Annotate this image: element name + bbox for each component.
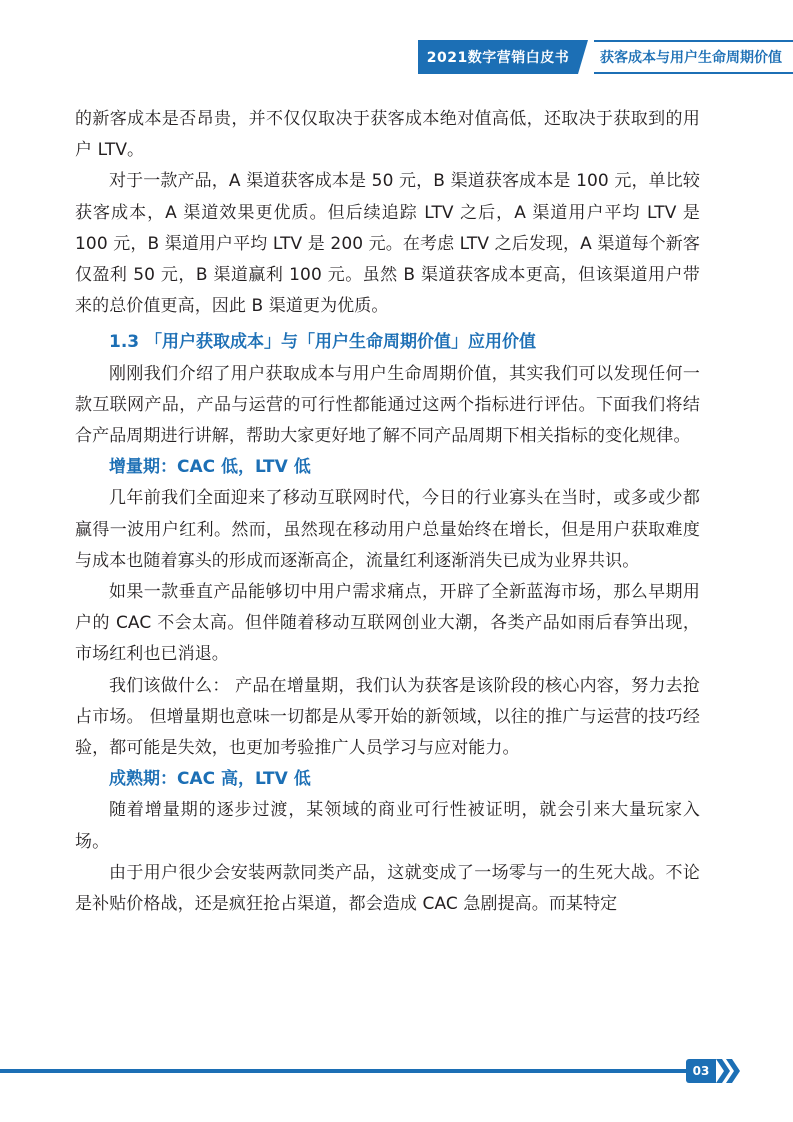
subheading-mature-stage: 成熟期：CAC 高，LTV 低 [109, 769, 311, 790]
paragraph-vertical-product: 如果一款垂直产品能够切中用户需求痛点，开辟了全新蓝海市场，那么早期用户的 CAC 不会太高。但伴随着移动互联网创业大潮，各类产品如雨后春笋出现，市场红利也已消退。 [75, 582, 700, 665]
paragraph-competition: 由于用户很少会安装两款同类产品，这就变成了一场零与一的生死大战。不论是补贴价格战，还是疯狂抢占渠道，都会造成 CAC 急剧提高。而某特定 [75, 862, 700, 915]
paragraph-channel-example: 对于一款产品，A 渠道获客成本是 50 元，B 渠道获客成本是 100 元，单比较获客成本，A 渠道效果更优质。但后续追踪 LTV 之后，A 渠道用户平均 LTV 是 100 元，B 渠道用户平均 LTV 是 200 元。在考虑 LTV 之后发现，A 渠道每个新客仅盈利 50 元，B 渠道赢利 100 元。虽然 B 渠道获客成本更高，但该渠道用户带来的总价值更高，因此 B 渠道更为优质。 [75, 171, 700, 317]
paragraph-what-to-do: 我们该做什么： 产品在增量期，我们认为获客是该阶段的核心内容，努力去抢占市场。 但增量期也意味一切都是从零开始的新领域，以往的推广与运营的技巧经验，都可能是失效，也更加考验推广人员学习与应对能力。 [75, 675, 700, 759]
paragraph-mobile-era: 几年前我们全面迎来了移动互联网时代，今日的行业寡头在当时，或多或少都赢得一波用户红利。然而，虽然现在移动用户总量始终在增长，但是用户获取难度与成本也随着寡头的形成而逐渐高企，流量红利逐渐消失已成为业界共识。 [75, 488, 700, 571]
header-chapter-title: 获客成本与用户生命周期价值 [594, 40, 793, 74]
paragraph-continuation: 的新客成本是否昂贵，并不仅仅取决于获客成本绝对值高低，还取决于获取到的用户 LTV。 [75, 109, 700, 161]
header-report-title: 2021数字营销白皮书 [418, 40, 578, 74]
header-separator [578, 40, 594, 74]
page-number: 03 [686, 1059, 716, 1083]
page-content [75, 104, 700, 920]
footer-rule [0, 1069, 700, 1073]
subheading-growth-stage: 增量期：CAC 低，LTV 低 [109, 457, 311, 478]
paragraph-transition: 随着增量期的逐步过渡，某领域的商业可行性被证明，就会引来大量玩家入场。 [75, 800, 700, 852]
paragraph-intro: 刚刚我们介绍了用户获取成本与用户生命周期价值，其实我们可以发现任何一款互联网产品，产品与运营的可行性都能通过这两个指标进行评估。下面我们将结合产品周期进行讲解，帮助大家更好地了解不同产品周期下相关指标的变化规律。 [75, 363, 700, 447]
section-heading: 1.3 「用户获取成本」与「用户生命周期价值」应用价值 [109, 332, 537, 353]
page-header [418, 40, 793, 74]
